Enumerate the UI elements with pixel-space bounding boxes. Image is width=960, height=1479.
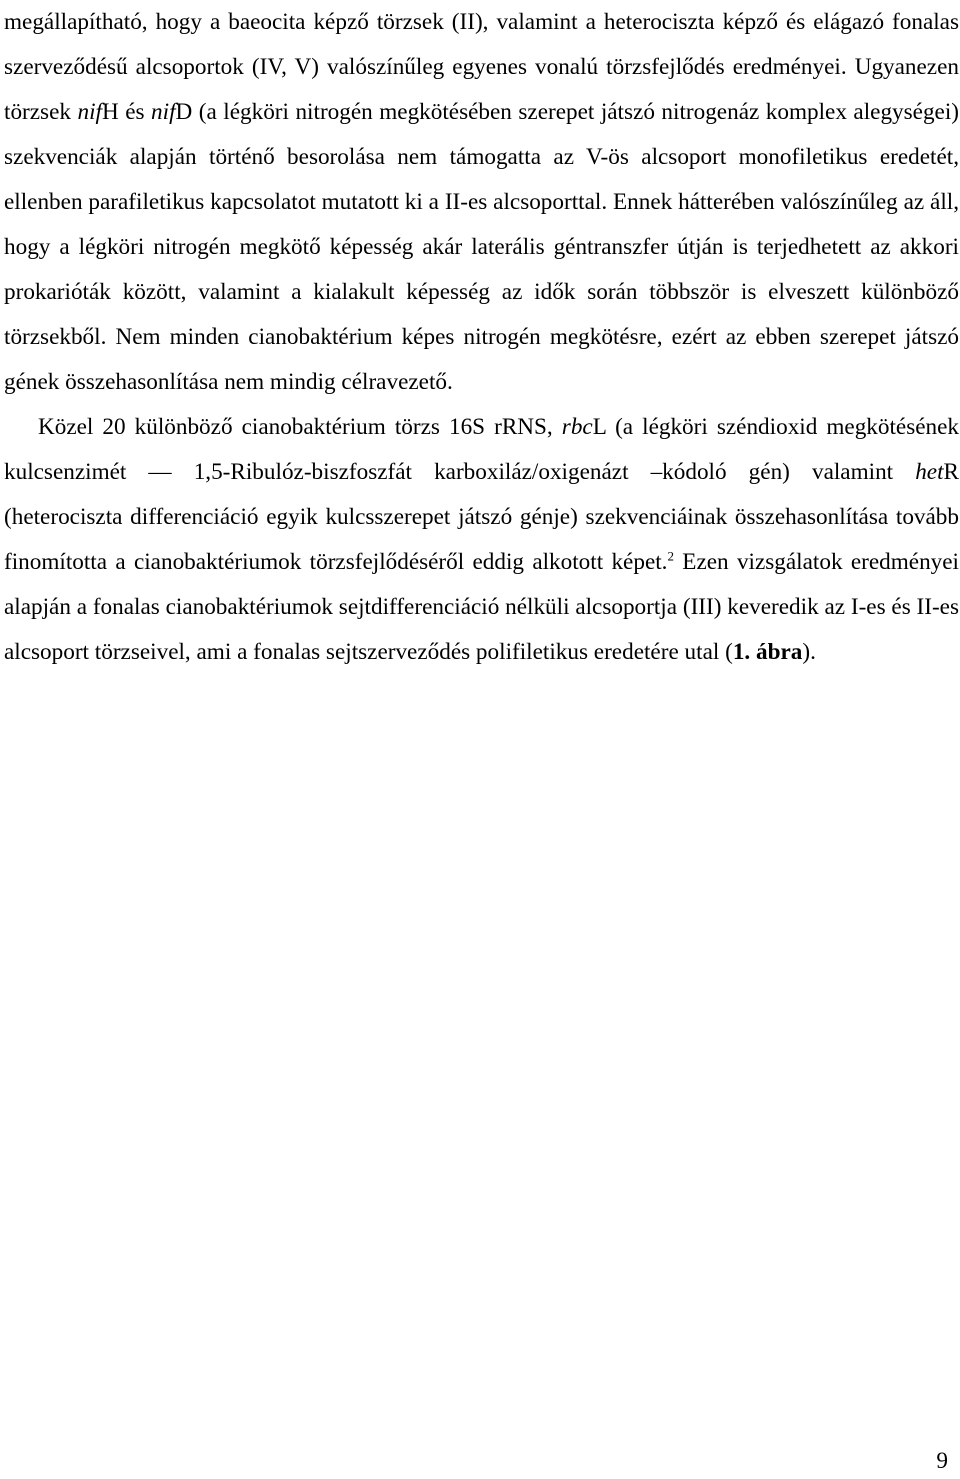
text-run: D (a légköri nitrogén megkötésében szerepet játszó nitrogenáz komplex alegységei) szekvenciák alapján történő besorolása nem támogatta az V-ös alcsoport monofiletikus eredetét, ellenben parafiletikus kapcsolatot mutatott ki a II-es alcsoporttal. Ennek hátterében valószínűleg az áll, hogy a légköri nitrogén megkötő képesség akár laterális géntranszfer útján is terjedhetett az akkori prokarióták között, valamint a kialakult képesség az idők során többször is elveszett különböző törzsekből. Nem minden cianobaktérium képes nitrogén megkötésre, ezért az ebben szerepet játszó gének összehasonlítása nem mindig célravezető. bbox=[4, 99, 959, 395]
paragraph-2 bbox=[4, 405, 959, 675]
figure-reference: 1. ábra bbox=[732, 639, 803, 665]
text-run: Közel 20 különböző cianobaktérium törzs 16S rRNS, bbox=[38, 414, 562, 440]
text-run: megállapítható, hogy a baeocita képző törzsek (II), valamint a heterociszta képző és elágazó fonalas szerveződésű alcsoportok (IV, V) valószínűleg egyenes vonalú törzsfejlődés eredményei. Ugyanezen törzsek bbox=[4, 9, 959, 125]
paragraph-1 bbox=[4, 0, 959, 405]
text-run: L (a légköri széndioxid megkötésének kulcsenzimét — 1,5-Ribulóz-biszfoszfát karboxiláz/oxigenázt –kódoló gén) valamint bbox=[4, 414, 960, 485]
body-text bbox=[4, 0, 959, 675]
gene-name-italic: nif bbox=[151, 99, 176, 125]
gene-name-italic: nif bbox=[77, 99, 102, 125]
footnote-reference[interactable]: 2 bbox=[667, 548, 674, 564]
gene-name-italic: rbc bbox=[561, 414, 593, 440]
text-run: H és bbox=[101, 99, 152, 125]
text-run: ). bbox=[802, 639, 816, 665]
gene-name-italic: het bbox=[915, 459, 944, 485]
text-run: R (heterociszta differenciáció egyik kulcsszerepet játszó génje) szekvenciáinak összehasonlítása tovább finomította a cianobaktériumok törzsfejlődéséről eddig alkotott képet. bbox=[4, 459, 959, 575]
text-run: Ezen vizsgálatok eredményei alapján a fonalas cianobaktériumok sejtdifferenciáció nélküli alcsoportja (III) keveredik az I-es és II-es alcsoport törzseivel, ami a fonalas sejtszerveződés polifiletikus eredetére utal ( bbox=[4, 549, 959, 665]
page-number: 9 bbox=[936, 1448, 948, 1474]
